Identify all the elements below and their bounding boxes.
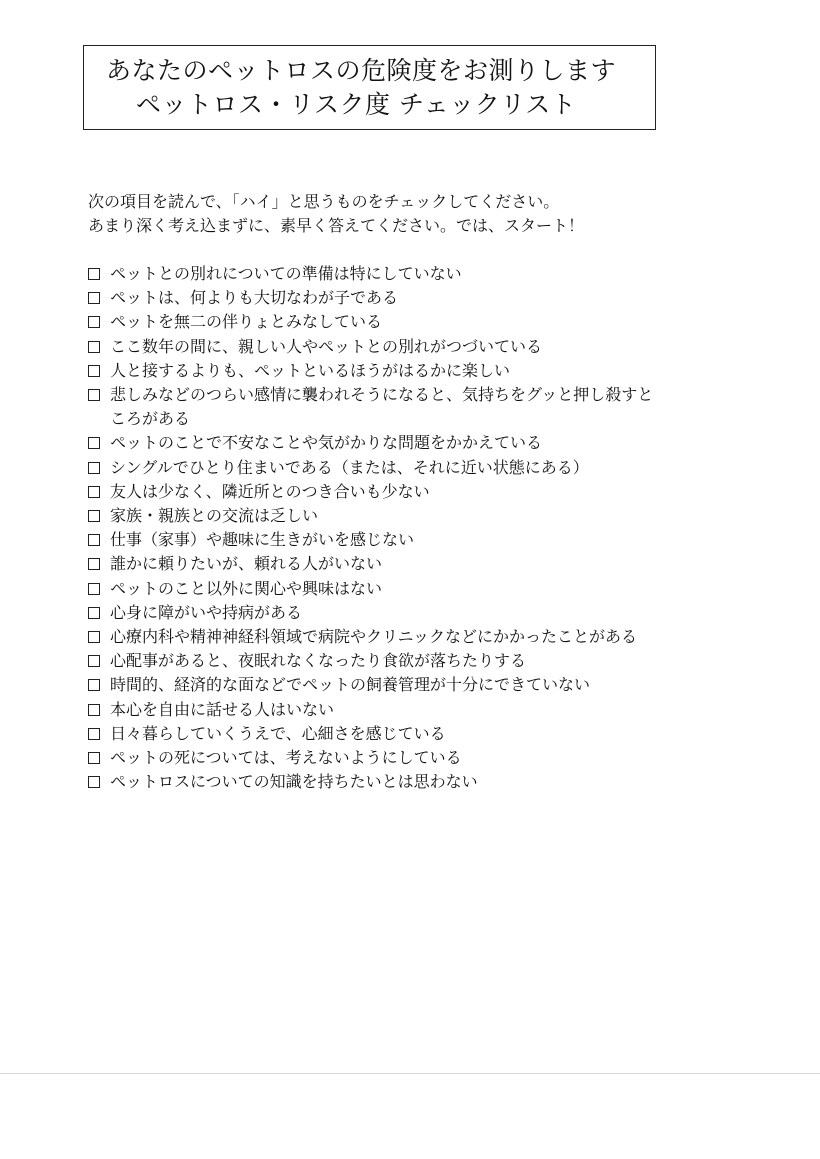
checklist-item-label: シングルでひとり住まいである（または、それに近い状態にある）	[110, 457, 589, 477]
checklist-item	[88, 310, 668, 334]
checklist-item-label: 心療内科や精神神経科領域で病院やクリニックなどにかかったことがある	[110, 627, 638, 647]
checklist-item-label: 悲しみなどのつらい感情に襲われそうになると、気持ちをグッと押し殺すところがある	[110, 385, 654, 429]
checkbox[interactable]	[88, 631, 100, 643]
checklist-item-label: 心身に障がいや持病がある	[110, 602, 303, 622]
checklist-item	[88, 504, 668, 528]
checklist-item	[88, 286, 668, 310]
instructions	[88, 190, 584, 238]
checkbox[interactable]	[88, 583, 100, 595]
checklist-item-label: ペットロスについての知識を持ちたいとは思わない	[110, 772, 478, 792]
checklist-item	[88, 577, 668, 601]
checklist-item	[88, 746, 668, 770]
checklist-item	[88, 698, 668, 722]
instructions-line-1: 次の項目を読んで、「ハイ」と思うものをチェックしてください。	[88, 192, 560, 211]
checklist-item	[88, 528, 668, 552]
title-box	[83, 45, 656, 130]
checkbox[interactable]	[88, 389, 100, 401]
checklist-item	[88, 673, 668, 697]
checkbox[interactable]	[88, 776, 100, 788]
page-title: あなたのペットロスの危険度をお測りします	[106, 56, 617, 85]
checklist-item	[88, 552, 668, 576]
checklist-item	[88, 335, 668, 359]
checkbox[interactable]	[88, 292, 100, 304]
checklist-item-label: ペットは、何よりも大切なわが子である	[110, 288, 399, 308]
checklist	[88, 262, 668, 794]
checklist-item-label: 家族・親族との交流は乏しい	[110, 506, 319, 526]
checklist-item	[88, 722, 668, 746]
checkbox[interactable]	[88, 510, 100, 522]
checklist-item	[88, 383, 668, 431]
checkbox[interactable]	[88, 437, 100, 449]
checklist-item-label: 誰かに頼りたいが、頼れる人がいない	[110, 554, 383, 574]
checklist-item-label: 仕事（家事）や趣味に生きがいを感じない	[110, 530, 415, 550]
checklist-item-label: ペットを無二の伴りょとみなしている	[110, 312, 383, 332]
checklist-item	[88, 770, 668, 794]
checklist-item-label: 本心を自由に話せる人はいない	[110, 699, 335, 719]
checkbox[interactable]	[88, 704, 100, 716]
checkbox[interactable]	[88, 655, 100, 667]
checkbox[interactable]	[88, 752, 100, 764]
checkbox[interactable]	[88, 365, 100, 377]
checkbox[interactable]	[88, 558, 100, 570]
checklist-item-label: 心配事があると、夜眠れなくなったり食欲が落ちたりする	[110, 651, 527, 671]
checklist-item-label: ペットの死については、考えないようにしている	[110, 748, 462, 768]
checkbox[interactable]	[88, 341, 100, 353]
checkbox[interactable]	[88, 607, 100, 619]
checkbox[interactable]	[88, 679, 100, 691]
page-subtitle: ペットロス・リスク度 チェックリスト	[136, 90, 577, 119]
checklist-item	[88, 262, 668, 286]
checkbox[interactable]	[88, 534, 100, 546]
checklist-item-label: 時間的、経済的な面などでペットの飼養管理が十分にできていない	[110, 675, 591, 695]
instructions-line-2: あまり深く考え込まずに、素早く答えてください。では、スタート！	[88, 216, 585, 235]
checkbox[interactable]	[88, 728, 100, 740]
checklist-item-label: 日々暮らしていくうえで、心細さを感じている	[110, 723, 446, 743]
checkbox[interactable]	[88, 268, 100, 280]
checklist-item	[88, 649, 668, 673]
checklist-item	[88, 431, 668, 455]
checklist-item	[88, 456, 668, 480]
checklist-item-label: ここ数年の間に、親しい人やペットとの別れがつづいている	[110, 336, 543, 356]
checklist-item	[88, 480, 668, 504]
checkbox[interactable]	[88, 316, 100, 328]
checklist-item-label: ペットのことで不安なことや気がかりな問題をかかえている	[110, 433, 543, 453]
checklist-item	[88, 601, 668, 625]
checklist-item-label: 友人は少なく、隣近所とのつき合いも少ない	[110, 481, 430, 501]
checklist-item	[88, 625, 668, 649]
checklist-item-label: ペットのこと以外に関心や興味はない	[110, 578, 383, 598]
page-bottom-rule	[0, 1073, 820, 1074]
checkbox[interactable]	[88, 462, 100, 474]
checklist-item-label: ペットとの別れについての準備は特にしていない	[110, 264, 462, 283]
checklist-item	[88, 359, 668, 383]
checklist-item-label: 人と接するよりも、ペットといるほうがはるかに楽しい	[110, 360, 511, 380]
checkbox[interactable]	[88, 486, 100, 498]
